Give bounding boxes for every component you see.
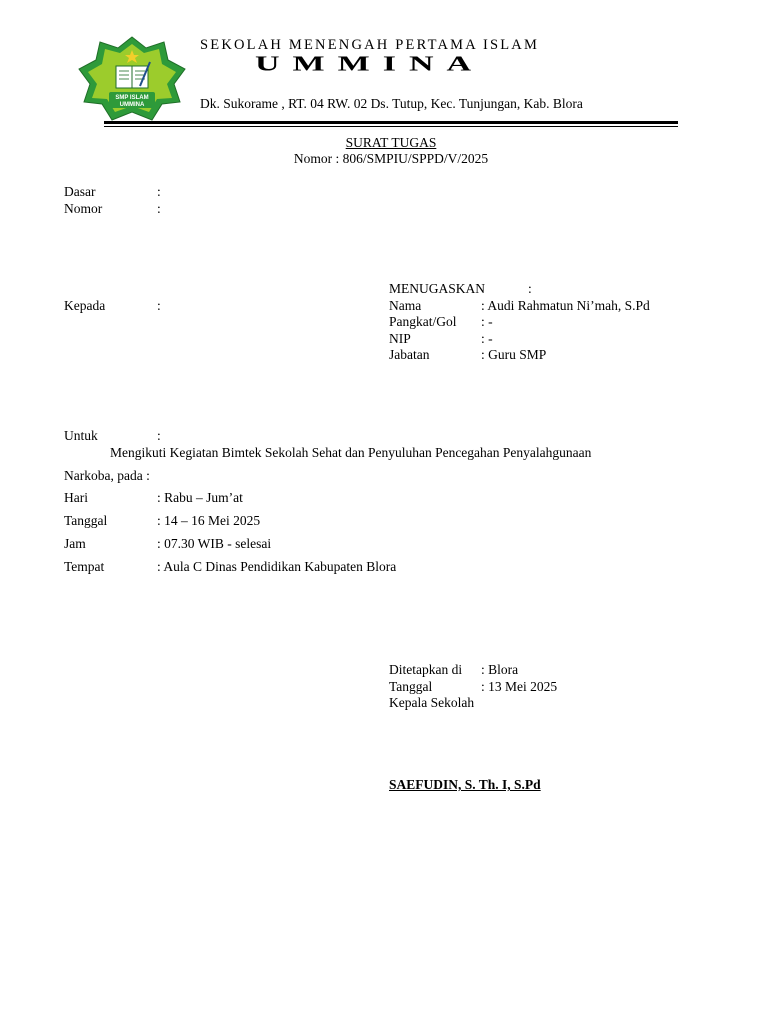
assignee-name-label: Nama (389, 298, 422, 313)
letterhead-rule-thick (104, 121, 678, 124)
venue-label: Tempat (64, 559, 105, 574)
school-logo (76, 36, 188, 122)
time-value: : 07.30 WIB - selesai (157, 536, 272, 551)
nomor-label: Nomor (64, 201, 103, 216)
logo-caption-1: SMP ISLAM (115, 95, 149, 101)
assignee-nip-value: : - (481, 331, 493, 346)
dasar-colon: : (157, 184, 161, 199)
purpose-text-line1: Mengikuti Kegiatan Bimtek Sekolah Sehat dan Penyuluhan Pencegahan Penyalahgunaan (110, 445, 592, 460)
day-label: Hari (64, 490, 88, 505)
purpose-text-line2: Narkoba, pada : (64, 468, 150, 483)
dasar-label: Dasar (64, 184, 96, 199)
day-value: : Rabu – Jum’at (157, 490, 243, 505)
school-address: Dk. Sukorame , RT. 04 RW. 02 Ds. Tutup, Kec. Tunjungan, Kab. Blora (200, 96, 583, 111)
assignee-rank-label: Pangkat/Gol (389, 314, 457, 329)
venue-value: : Aula C Dinas Pendidikan Kabupaten Blora (157, 559, 397, 574)
untuk-colon: : (157, 428, 161, 443)
school-name: UMMINA (255, 52, 485, 76)
letterhead-rule-thin (104, 126, 678, 127)
signatory-name: SAEFUDIN, S. Th. I, S.Pd (389, 777, 541, 792)
signatory-position: Kepala Sekolah (389, 695, 475, 710)
untuk-label: Untuk (64, 428, 98, 443)
issued-date-label: Tanggal (389, 679, 433, 694)
kepada-colon: : (157, 298, 161, 313)
document-title: SURAT TUGAS (345, 135, 437, 150)
school-logo-graphic (76, 36, 188, 122)
assign-heading: MENUGASKAN (389, 281, 486, 296)
date-value: : 14 – 16 Mei 2025 (157, 513, 261, 528)
logo-caption-2: UMMINA (119, 102, 145, 108)
assignee-position-value: : Guru SMP (481, 347, 547, 362)
issued-place-value: : Blora (481, 662, 519, 677)
assignee-position-label: Jabatan (389, 347, 430, 362)
nomor-colon: : (157, 201, 161, 216)
date-label: Tanggal (64, 513, 108, 528)
assignee-name-value: : Audi Rahmatun Ni’mah, S.Pd (481, 298, 650, 313)
document-number: Nomor : 806/SMPIU/SPPD/V/2025 (293, 151, 489, 166)
school-type: SEKOLAH MENENGAH PERTAMA ISLAM (200, 37, 540, 53)
assign-heading-colon: : (528, 281, 532, 296)
issued-place-label: Ditetapkan di (389, 662, 463, 677)
assignee-rank-value: : - (481, 314, 493, 329)
kepada-label: Kepada (64, 298, 106, 313)
assignee-nip-label: NIP (389, 331, 411, 346)
time-label: Jam (64, 536, 86, 551)
issued-date-value: : 13 Mei 2025 (481, 679, 558, 694)
